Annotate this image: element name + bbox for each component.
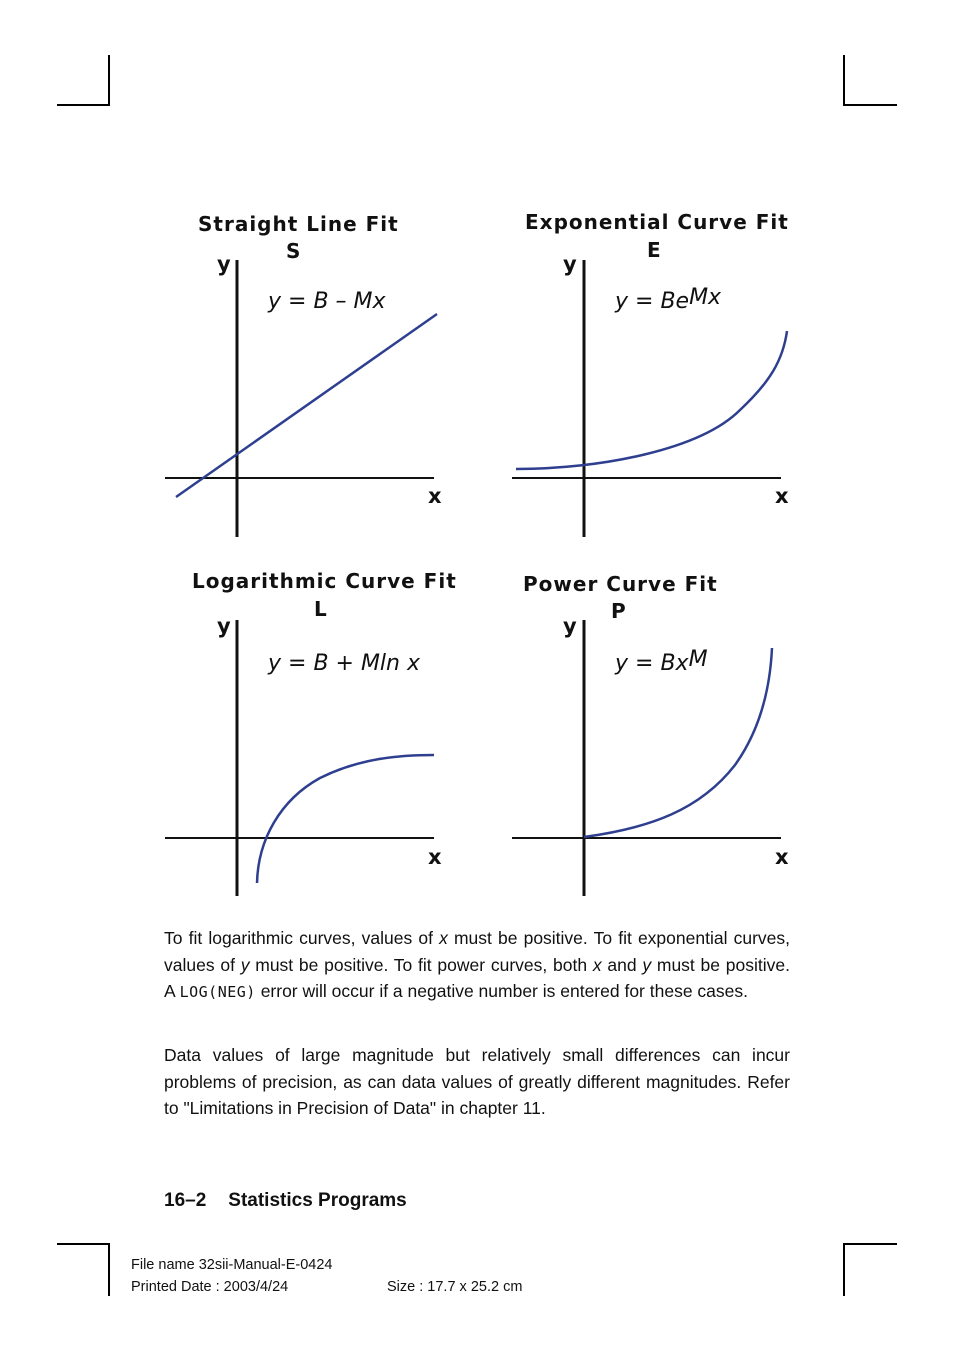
p1-text-4: and <box>601 954 643 975</box>
p1-var-y-2: y <box>642 954 652 975</box>
exponential-x-label: x <box>775 484 789 508</box>
logarithmic-equation: y = B + Mln x <box>268 651 421 676</box>
log-neg-error-code: LOG(NEG) <box>179 983 256 1001</box>
power-curve-fit-title: Power Curve Fit <box>523 572 718 596</box>
page-number: 16–2 <box>164 1190 207 1211</box>
logarithmic-curve-fit-title: Logarithmic Curve Fit <box>192 569 457 593</box>
power-x-label: x <box>775 845 789 869</box>
straight-line-equation: y = B – Mx <box>268 289 386 314</box>
exponential-curve-fit-letter: E <box>647 238 661 262</box>
p1-text-3: must be positive. To fit power curves, both <box>249 954 593 975</box>
power-curve-fit-letter: P <box>611 599 626 623</box>
page-size: Size : 17.7 x 25.2 cm <box>387 1279 523 1295</box>
straight-fit-line <box>176 314 437 497</box>
exponential-equation-base: y = Be <box>615 289 690 314</box>
power-equation-exponent: M <box>688 647 708 672</box>
straight-line-fit-title: Straight Line Fit <box>198 212 399 236</box>
p1-text-1: To fit logarithmic curves, values of <box>164 928 440 948</box>
p1-var-x: x <box>439 928 448 948</box>
logarithmic-fit-curve <box>257 755 434 883</box>
power-y-label: y <box>563 614 577 638</box>
exponential-equation-exponent: Mx <box>689 285 722 310</box>
p1-var-y: y <box>240 954 250 975</box>
precision-paragraph: Data values of large magnitude but relatively small differences can incur problems of precision, as can data values of greatly different magnitudes. Refer to "Limitations in Precision of Data" in chapter 11. <box>164 1045 790 1118</box>
section-title: Statistics Programs <box>228 1190 407 1211</box>
straight-line-fit-letter: S <box>286 239 301 263</box>
positivity-paragraph <box>164 925 790 1006</box>
p1-text-6: error will occur if a negative number is entered for these cases. <box>255 981 748 1001</box>
exponential-curve-fit-title: Exponential Curve Fit <box>525 210 789 234</box>
power-fit-curve <box>584 648 772 837</box>
file-name: File name 32sii-Manual-E-0424 <box>131 1257 333 1273</box>
p1-text-2: must be positive. To fit exponential curves, values of <box>164 928 790 975</box>
straight-x-label: x <box>428 484 442 508</box>
page-footer <box>164 1190 407 1212</box>
logarithmic-curve-fit-letter: L <box>314 597 327 621</box>
exponential-fit-curve <box>516 331 787 469</box>
p1-text-5: must be positive. A <box>164 954 790 1001</box>
p1-var-x-2: x <box>592 954 602 975</box>
power-equation <box>615 647 708 676</box>
exponential-y-label: y <box>563 252 577 276</box>
printed-date: Printed Date : 2003/4/24 <box>131 1279 289 1295</box>
logarithmic-y-label: y <box>217 614 231 638</box>
straight-y-label: y <box>217 252 231 276</box>
power-equation-base: y = Bx <box>615 651 689 676</box>
logarithmic-x-label: x <box>428 845 442 869</box>
exponential-equation <box>615 285 722 314</box>
